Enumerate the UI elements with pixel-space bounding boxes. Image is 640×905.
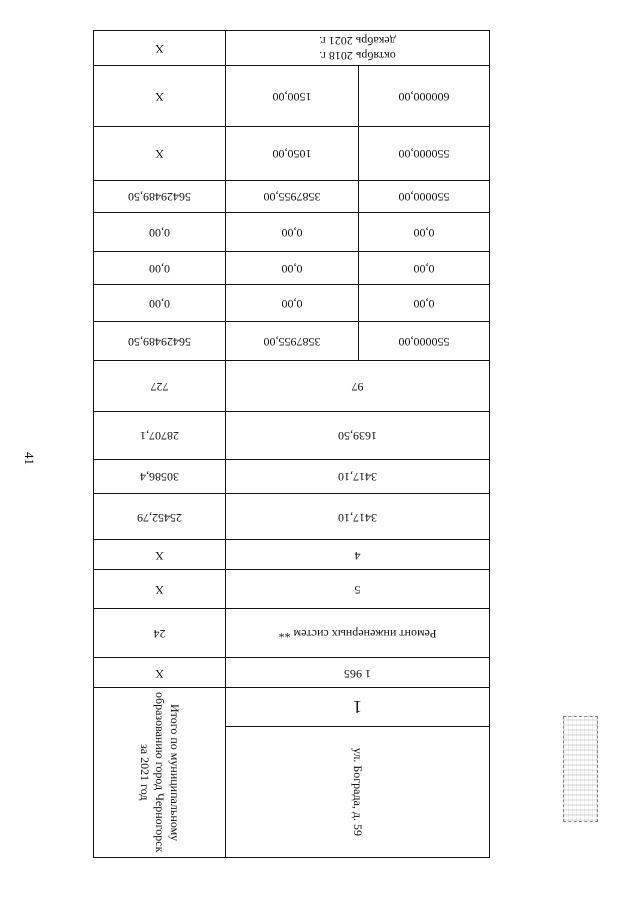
cost-2-a: 550000,00: [358, 181, 489, 212]
period-row: [94, 31, 489, 65]
zero-row-2: [94, 251, 489, 284]
header-row: [94, 687, 489, 857]
cost-total-a: 550000,00: [358, 322, 489, 360]
address-cell: [225, 688, 489, 857]
zero-row-1: [94, 284, 489, 320]
area-3-cell: 1639,50: [225, 412, 489, 458]
area-row-1: [94, 493, 489, 539]
area-2-total-cell: 30586,4: [140, 470, 179, 485]
area-3-total-cell: 28707,1: [140, 429, 179, 444]
address-text: ул. Бограда, д. 59: [351, 747, 365, 837]
period-text: октябрь 2018 г. декабрь 2021 г.: [319, 33, 396, 63]
stamp-mark: [563, 716, 598, 822]
zero-2-b: 0,00: [225, 252, 358, 284]
unit-1-c: Х: [155, 147, 164, 162]
works-row: [94, 608, 489, 657]
year-row: [94, 657, 489, 687]
row-index: 1: [353, 697, 362, 718]
unit-2-b: 1500,00: [225, 66, 358, 126]
zero-3-b: 0,00: [225, 213, 358, 251]
unit-cost-row-1: [94, 126, 489, 180]
period-cell: [225, 31, 489, 65]
area-1-total-cell: 25452,79: [137, 510, 182, 525]
area-1-cell: 3417,10: [225, 494, 489, 539]
row-4-cell: 4: [225, 540, 489, 569]
works-total-cell: 24: [153, 627, 166, 642]
cost-2-b: 3587955,00: [225, 181, 358, 212]
total-label-cell: [94, 688, 225, 857]
unit-2-a: 600000,00: [358, 66, 489, 126]
table-body: [94, 31, 489, 857]
residents-total-cell: 727: [150, 380, 169, 395]
rotated-table: [93, 30, 490, 858]
period-total-cell: Х: [155, 41, 164, 56]
row-5: [94, 569, 489, 608]
row-5-total-cell: Х: [155, 582, 164, 597]
zero-3-c: 0,00: [149, 225, 170, 240]
year-cell: 1 965: [225, 658, 489, 687]
residents-row: [94, 360, 489, 411]
total-label: Итого по муниципальному образованию город Черногорск за 2021 год: [138, 692, 182, 853]
area-row-2: [94, 459, 489, 493]
area-2-cell: 3417,10: [225, 460, 489, 493]
row-4: [94, 539, 489, 569]
zero-2-c: 0,00: [149, 262, 170, 277]
cost-total-b: 3587955,00: [225, 322, 358, 360]
zero-row-3: [94, 212, 489, 251]
zero-3-a: 0,00: [358, 213, 489, 251]
page-number: 41: [22, 452, 37, 465]
zero-1-a: 0,00: [358, 285, 489, 320]
cost-total-c: 56429489,50: [128, 334, 191, 349]
residents-cell: 97: [225, 361, 489, 411]
row-4-total-cell: Х: [155, 548, 164, 563]
cost-total-row: [94, 321, 489, 360]
works-cell: Ремонт инженерных систем **: [225, 609, 489, 657]
cost-2-c: 56429489,50: [128, 190, 191, 205]
zero-1-b: 0,00: [225, 285, 358, 320]
row-5-cell: 5: [225, 570, 489, 608]
unit-1-b: 1050,00: [225, 127, 358, 180]
cost-row-2: [94, 180, 489, 212]
year-total-cell: Х: [155, 666, 164, 681]
unit-cost-row-2: [94, 65, 489, 126]
area-row-3: [94, 411, 489, 458]
zero-1-c: 0,00: [149, 297, 170, 312]
unit-1-a: 550000,00: [358, 127, 489, 180]
unit-2-c: Х: [155, 89, 164, 104]
zero-2-a: 0,00: [358, 252, 489, 284]
